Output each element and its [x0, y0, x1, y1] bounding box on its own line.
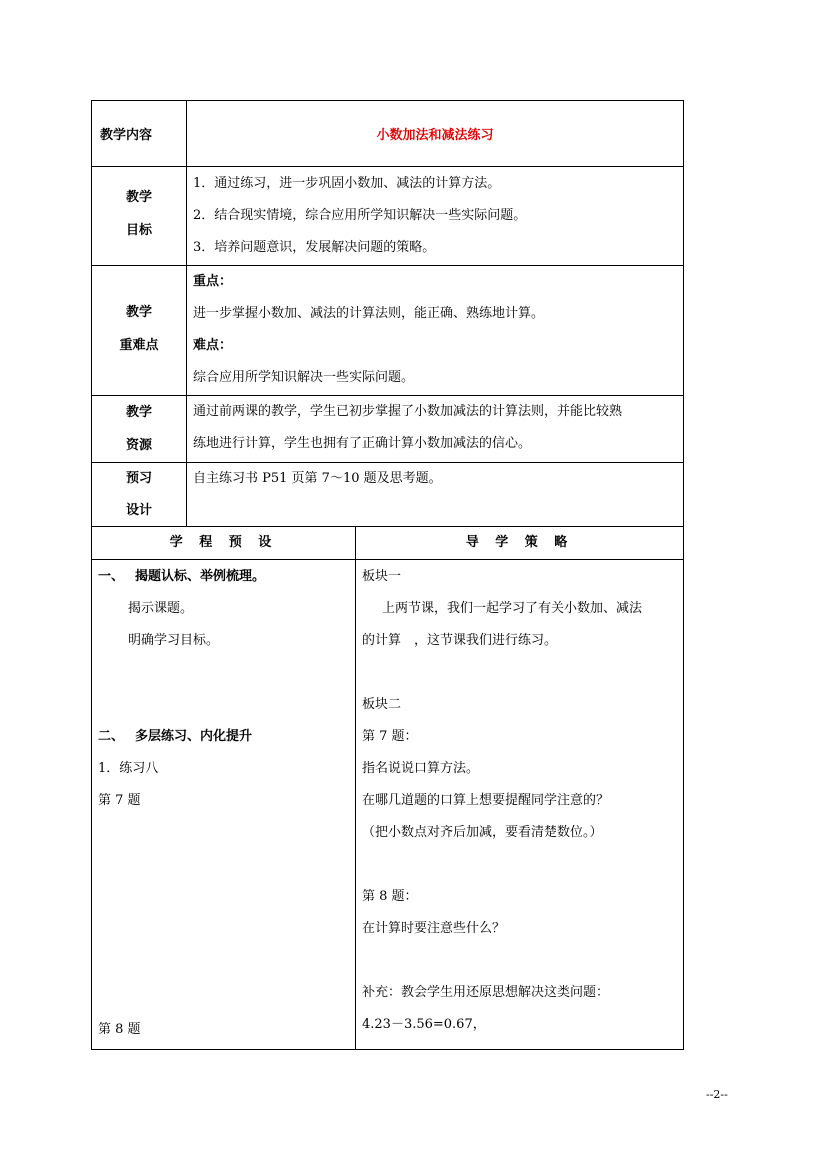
process-right-header: 导 学 策 略: [356, 527, 684, 560]
resources-label: 教学 资源: [92, 396, 187, 463]
key-points-cell: [187, 266, 684, 396]
preview-label: 预习 设计: [92, 463, 187, 527]
process-left-cell: [92, 560, 356, 1050]
section-2-item: 1．练习八: [98, 761, 159, 776]
block-1-title: 板块一: [362, 569, 402, 584]
question-7-text: 指名说说口算方法。: [362, 761, 480, 776]
preview-cell: [187, 463, 684, 527]
resources-text: 通过前两课的教学，学生已初步掌握了小数加减法的计算法则，并能比较熟: [193, 404, 623, 419]
resources-row: [92, 396, 684, 463]
section-1-item: 明确学习目标。: [128, 633, 220, 648]
preview-text: 自主练习书 P51 页第 7～10 题及思考题。: [193, 471, 442, 486]
preview-row: [92, 463, 684, 527]
resources-text: 练地进行计算，学生也拥有了正确计算小数加减法的信心。: [193, 436, 532, 451]
section-2-item: 第 7 题: [98, 793, 141, 808]
supplement-text: 补充：教会学生用还原思想解决这类问题：: [362, 985, 610, 1000]
question-8-title: 第 8 题：: [362, 889, 418, 904]
process-body-row: [92, 560, 684, 1050]
key-points-row: [92, 266, 684, 396]
section-1-title: 一、 揭题认标、举例梳理。: [98, 569, 266, 584]
lesson-title: 小数加法和减法练习: [187, 101, 684, 167]
equation-text: 4.23－3.56=0.67，: [362, 1017, 486, 1032]
page-number: --2--: [706, 1088, 728, 1101]
process-right-cell: [356, 560, 684, 1050]
objective-item: 3．培养问题意识，发展解决问题的策略。: [193, 240, 436, 255]
section-2-title: 二、 多层练习、内化提升: [98, 729, 253, 744]
lesson-plan-table: [91, 100, 684, 1050]
key-points-label: 教学 重难点: [92, 266, 187, 396]
question-8-text: 在计算时要注意些什么？: [362, 921, 506, 936]
question-7-text: （把小数点对齐后加减，要看清楚数位。）: [362, 825, 603, 840]
question-7-title: 第 7 题：: [362, 729, 418, 744]
objective-item: 1．通过练习，进一步巩固小数加、减法的计算方法。: [193, 176, 501, 191]
block-1-text: 上两节课，我们一起学习了有关小数加、减法: [382, 601, 643, 616]
content-row: [92, 101, 684, 167]
objectives-label: 教学 目标: [92, 167, 187, 266]
block-1-text: 的计算 ，这节课我们进行练习。: [362, 633, 558, 648]
key-point-title: 重点：: [193, 274, 233, 289]
objectives-cell: [187, 167, 684, 266]
objective-item: 2．结合现实情境，综合应用所学知识解决一些实际问题。: [193, 208, 527, 223]
block-2-title: 板块二: [362, 697, 402, 712]
objectives-row: [92, 167, 684, 266]
process-header-row: [92, 527, 684, 560]
difficulty-text: 综合应用所学知识解决一些实际问题。: [193, 370, 415, 385]
content-label: 教学内容: [92, 101, 187, 167]
section-2-item: 第 8 题: [98, 1022, 141, 1037]
key-point-text: 进一步掌握小数加、减法的计算法则，能正确、熟练地计算。: [193, 306, 545, 321]
question-7-text: 在哪几道题的口算上想要提醒同学注意的？: [362, 793, 610, 808]
resources-cell: [187, 396, 684, 463]
difficulty-title: 难点：: [193, 338, 233, 353]
section-1-item: 揭示课题。: [128, 601, 194, 616]
process-left-header: 学 程 预 设: [92, 527, 356, 560]
